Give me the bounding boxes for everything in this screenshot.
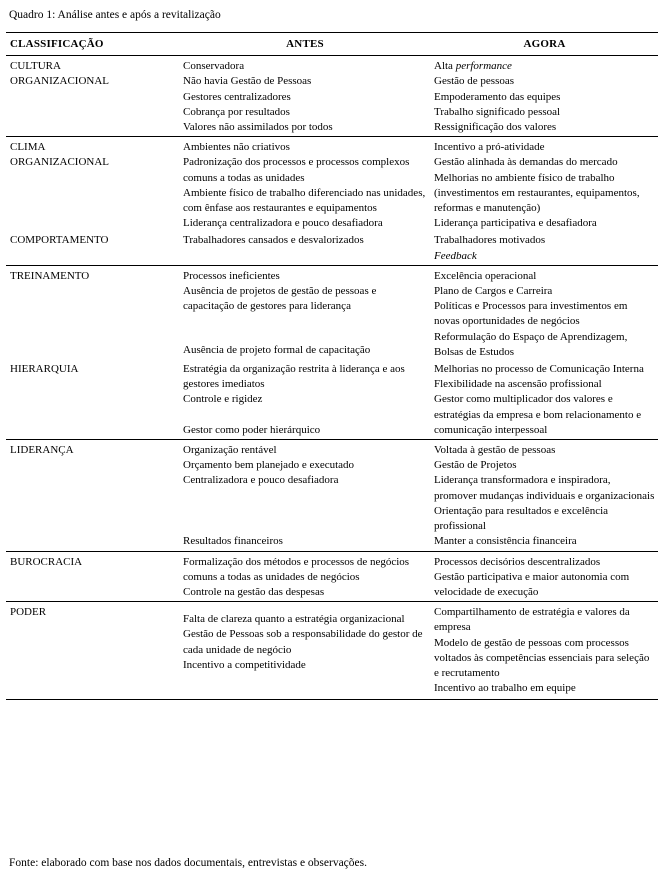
agora-item: Liderança participativa e desafiadora bbox=[434, 217, 597, 230]
agora-item: Trabalho significado pessoal bbox=[434, 105, 561, 118]
table-row bbox=[6, 232, 658, 265]
antes-item: Ambiente físico de trabalho diferenciado nas unidades, com ênfase aos restaurantes e equipamentos bbox=[183, 186, 426, 215]
antes-item: Não havia Gestão de Pessoas bbox=[183, 75, 312, 88]
agora-item: Orientação para resultados e excelência profissional bbox=[434, 504, 609, 533]
antes-item: Controle na gestão das despesas bbox=[183, 585, 325, 598]
agora-item: Empoderamento das equipes bbox=[434, 90, 561, 103]
agora-item: Manter a consistência financeira bbox=[434, 535, 577, 548]
table-row bbox=[6, 56, 658, 137]
antes-item: Controle e rigidez bbox=[183, 393, 263, 406]
table-row bbox=[6, 137, 658, 233]
agora-item: Gestão de pessoas bbox=[434, 75, 515, 88]
agora-item: Gestão participativa e maior autonomia com velocidade de execução bbox=[434, 570, 630, 598]
antes-item: Gestão de Pessoas sob a responsabilidade do gestor de cada unidade de negócio bbox=[183, 628, 423, 656]
source-note: Fonte: elaborado com base nos dados documentais, entrevistas e observações. bbox=[9, 857, 367, 869]
table-header-row bbox=[6, 33, 658, 56]
agora-item: Compartilhamento de estratégia e valores da empresa bbox=[434, 606, 630, 634]
agora-item: Feedback bbox=[434, 249, 477, 262]
antes-item: Ausência de projetos de gestão de pessoas e capacitação de gestores para liderança bbox=[183, 285, 377, 313]
antes-item: Organização rentável bbox=[183, 444, 277, 457]
antes-item: Valores não assimilados por todos bbox=[183, 121, 333, 134]
antes-item: Processos ineficientes bbox=[183, 269, 280, 282]
antes-item: Resultados financeiros bbox=[183, 534, 283, 547]
category-label: TREINAMENTO bbox=[10, 269, 90, 282]
antes-item: Estratégia da organização restrita à liderança e aos gestores imediatos bbox=[183, 363, 405, 391]
antes-item: Ambientes não criativos bbox=[183, 141, 290, 154]
agora-item: Melhorias no ambiente físico de trabalho (investimentos em restaurantes, equipamentos, reformas e manutenção) bbox=[434, 171, 640, 215]
agora-item: Políticas e Processos para investimentos em novas oportunidades de negócios bbox=[434, 300, 628, 328]
category-label: BUROCRACIA bbox=[10, 555, 83, 568]
table-row bbox=[6, 551, 658, 602]
agora-item: Processos decisórios descentralizados bbox=[434, 555, 601, 568]
antes-item: Trabalhadores cansados e desvalorizados bbox=[183, 234, 364, 247]
agora-item: Melhorias no processo de Comunicação Interna bbox=[434, 363, 644, 376]
agora-item: Incentivo a pró-atividade bbox=[434, 141, 545, 154]
agora-item: Modelo de gestão de pessoas com processos voltados às competências essenciais para seleção e recrutamento bbox=[434, 636, 650, 679]
antes-item: Gestores centralizadores bbox=[183, 90, 291, 103]
header-classificacao: CLASSIFICAÇÃO bbox=[6, 33, 179, 56]
agora-item: Liderança transformadora e inspiradora, promover mudanças individuais e organizacionais bbox=[434, 474, 655, 502]
antes-item: Liderança centralizadora e pouco desafiadora bbox=[183, 217, 383, 230]
antes-item: Cobrança por resultados bbox=[183, 105, 290, 118]
table-row bbox=[6, 440, 658, 551]
category-label: HIERARQUIA bbox=[10, 363, 79, 376]
category-label: CULTURA ORGANIZACIONAL bbox=[10, 60, 109, 88]
agora-item: Gestão de Projetos bbox=[434, 459, 517, 472]
agora-item: Reformulação do Espaço de Aprendizagem, Bolsas de Estudos bbox=[434, 330, 628, 358]
agora-item: Gestão alinhada às demandas do mercado bbox=[434, 156, 618, 169]
agora-item: Trabalhadores motivados bbox=[434, 234, 546, 247]
category-label: LIDERANÇA bbox=[10, 444, 74, 457]
antes-item: Ausência de projeto formal de capacitação bbox=[183, 344, 371, 357]
agora-item: Incentivo ao trabalho em equipe bbox=[434, 682, 576, 695]
antes-item: Orçamento bem planejado e executado bbox=[183, 459, 355, 472]
agora-item: Alta performance bbox=[434, 60, 512, 73]
agora-item: Ressignificação dos valores bbox=[434, 121, 557, 134]
antes-item: Formalização dos métodos e processos de negócios comuns a todas as unidades de negócios bbox=[183, 555, 410, 583]
antes-item: Conservadora bbox=[183, 60, 245, 73]
antes-item: Incentivo a competitividade bbox=[183, 658, 306, 671]
table-row bbox=[6, 602, 658, 700]
category-label: CLIMA ORGANIZACIONAL bbox=[10, 141, 109, 169]
agora-item: Excelência operacional bbox=[434, 269, 537, 282]
antes-item: Centralizadora e pouco desafiadora bbox=[183, 474, 339, 487]
antes-item: Falta de clareza quanto a estratégia organizacional bbox=[183, 613, 405, 626]
antes-item: Gestor como poder hierárquico bbox=[183, 423, 321, 436]
table-row bbox=[6, 265, 658, 361]
category-label: PODER bbox=[10, 606, 47, 619]
header-antes: ANTES bbox=[179, 33, 430, 56]
header-agora: AGORA bbox=[430, 33, 658, 56]
agora-item: Voltada à gestão de pessoas bbox=[434, 444, 556, 457]
agora-item: Flexibilidade na ascensão profissional bbox=[434, 378, 602, 391]
category-label: COMPORTAMENTO bbox=[10, 234, 109, 247]
table-row bbox=[6, 361, 658, 440]
agora-item: Gestor como multiplicador dos valores e estratégias da empresa e bom relacionamento e comunicação interpessoal bbox=[434, 393, 642, 436]
comparison-table bbox=[6, 32, 658, 700]
antes-item: Padronização dos processos e processos complexos comuns a todas as unidades bbox=[183, 156, 410, 184]
agora-item: Plano de Cargos e Carreira bbox=[434, 285, 553, 298]
table-caption: Quadro 1: Análise antes e após a revitalização bbox=[9, 9, 221, 21]
